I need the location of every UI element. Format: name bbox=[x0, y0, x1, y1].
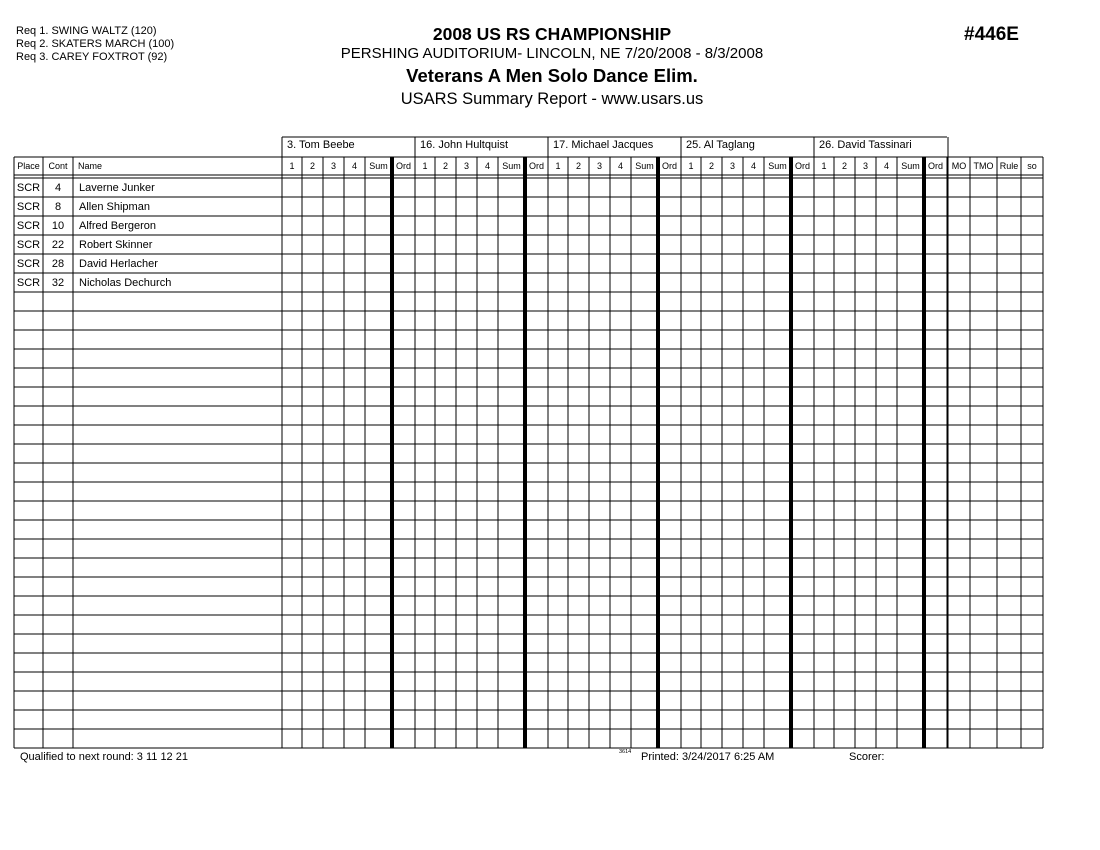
required-dance-3: Req 3. CAREY FOXTROT (92) bbox=[16, 51, 168, 63]
column-header: 1 bbox=[688, 161, 694, 171]
column-header: Ord bbox=[794, 161, 811, 171]
column-header: so bbox=[1027, 161, 1037, 171]
column-header: MO bbox=[951, 161, 967, 171]
column-header: 2 bbox=[841, 161, 848, 171]
skater-cont: 32 bbox=[51, 277, 65, 289]
column-header: 3 bbox=[330, 161, 337, 171]
column-header: Place bbox=[17, 161, 40, 171]
column-header: Rule bbox=[999, 161, 1019, 171]
skater-name: Laverne Junker bbox=[79, 182, 155, 194]
column-header: 3 bbox=[729, 161, 736, 171]
column-header: 4 bbox=[617, 161, 624, 171]
skater-cont: 8 bbox=[54, 201, 62, 213]
column-header: 2 bbox=[575, 161, 582, 171]
column-header: Name bbox=[78, 161, 103, 171]
column-header: 3 bbox=[596, 161, 603, 171]
column-header: 1 bbox=[821, 161, 827, 171]
skater-place: SCR bbox=[16, 258, 41, 270]
column-header: Cont bbox=[48, 161, 68, 171]
skater-place: SCR bbox=[16, 201, 41, 213]
column-header: Sum bbox=[369, 161, 388, 171]
column-header: 1 bbox=[289, 161, 295, 171]
column-header: Sum bbox=[768, 161, 787, 171]
skater-name: Nicholas Dechurch bbox=[79, 277, 172, 289]
skater-place: SCR bbox=[16, 239, 41, 251]
skater-name: Alfred Bergeron bbox=[79, 220, 157, 232]
skater-place: SCR bbox=[16, 220, 41, 232]
column-header: Ord bbox=[395, 161, 412, 171]
column-header: 3 bbox=[463, 161, 470, 171]
printed-timestamp: Printed: 3/24/2017 6:25 AM bbox=[641, 751, 775, 763]
event-name: Veterans A Men Solo Dance Elim. bbox=[406, 65, 698, 86]
column-header: 2 bbox=[309, 161, 316, 171]
column-header: 3 bbox=[862, 161, 869, 171]
judge-name: 3. Tom Beebe bbox=[287, 139, 355, 151]
judge-name: 16. John Hultquist bbox=[420, 139, 509, 151]
column-header: 4 bbox=[750, 161, 757, 171]
skater-name: Robert Skinner bbox=[79, 239, 153, 251]
skater-name: Allen Shipman bbox=[79, 201, 150, 213]
report-code: 3614 bbox=[619, 749, 632, 755]
column-header: 4 bbox=[883, 161, 890, 171]
skater-cont: 22 bbox=[51, 239, 65, 251]
skater-place: SCR bbox=[16, 277, 41, 289]
championship-title: 2008 US RS CHAMPIONSHIP bbox=[432, 24, 672, 44]
judge-name: 17. Michael Jacques bbox=[553, 139, 654, 151]
report-name: USARS Summary Report - www.usars.us bbox=[400, 90, 704, 108]
column-header: Sum bbox=[502, 161, 521, 171]
column-header: Sum bbox=[901, 161, 920, 171]
skater-cont: 10 bbox=[51, 220, 65, 232]
judge-name: 26. David Tassinari bbox=[819, 139, 912, 151]
column-header: 1 bbox=[422, 161, 428, 171]
column-header: Ord bbox=[927, 161, 944, 171]
column-header: Sum bbox=[635, 161, 654, 171]
column-header: 4 bbox=[484, 161, 491, 171]
required-dance-2: Req 2. SKATERS MARCH (100) bbox=[16, 38, 175, 50]
column-header: 2 bbox=[708, 161, 715, 171]
column-header: Ord bbox=[528, 161, 545, 171]
scorer-label: Scorer: bbox=[849, 751, 885, 763]
judge-name: 25. Al Taglang bbox=[686, 139, 755, 151]
column-header: 1 bbox=[555, 161, 561, 171]
skater-cont: 28 bbox=[51, 258, 65, 270]
event-code: #446E bbox=[964, 24, 1019, 45]
column-header: 4 bbox=[351, 161, 358, 171]
skater-cont: 4 bbox=[54, 182, 62, 194]
column-header: TMO bbox=[973, 161, 994, 171]
required-dance-1: Req 1. SWING WALTZ (120) bbox=[16, 25, 157, 37]
skater-name: David Herlacher bbox=[79, 258, 158, 270]
qualified-next-round: Qualified to next round: 3 11 12 21 bbox=[20, 751, 188, 763]
skater-place: SCR bbox=[16, 182, 41, 194]
column-header: Ord bbox=[661, 161, 678, 171]
column-header: 2 bbox=[442, 161, 449, 171]
venue-dates: PERSHING AUDITORIUM- LINCOLN, NE 7/20/2008 - 8/3/2008 bbox=[340, 45, 764, 62]
